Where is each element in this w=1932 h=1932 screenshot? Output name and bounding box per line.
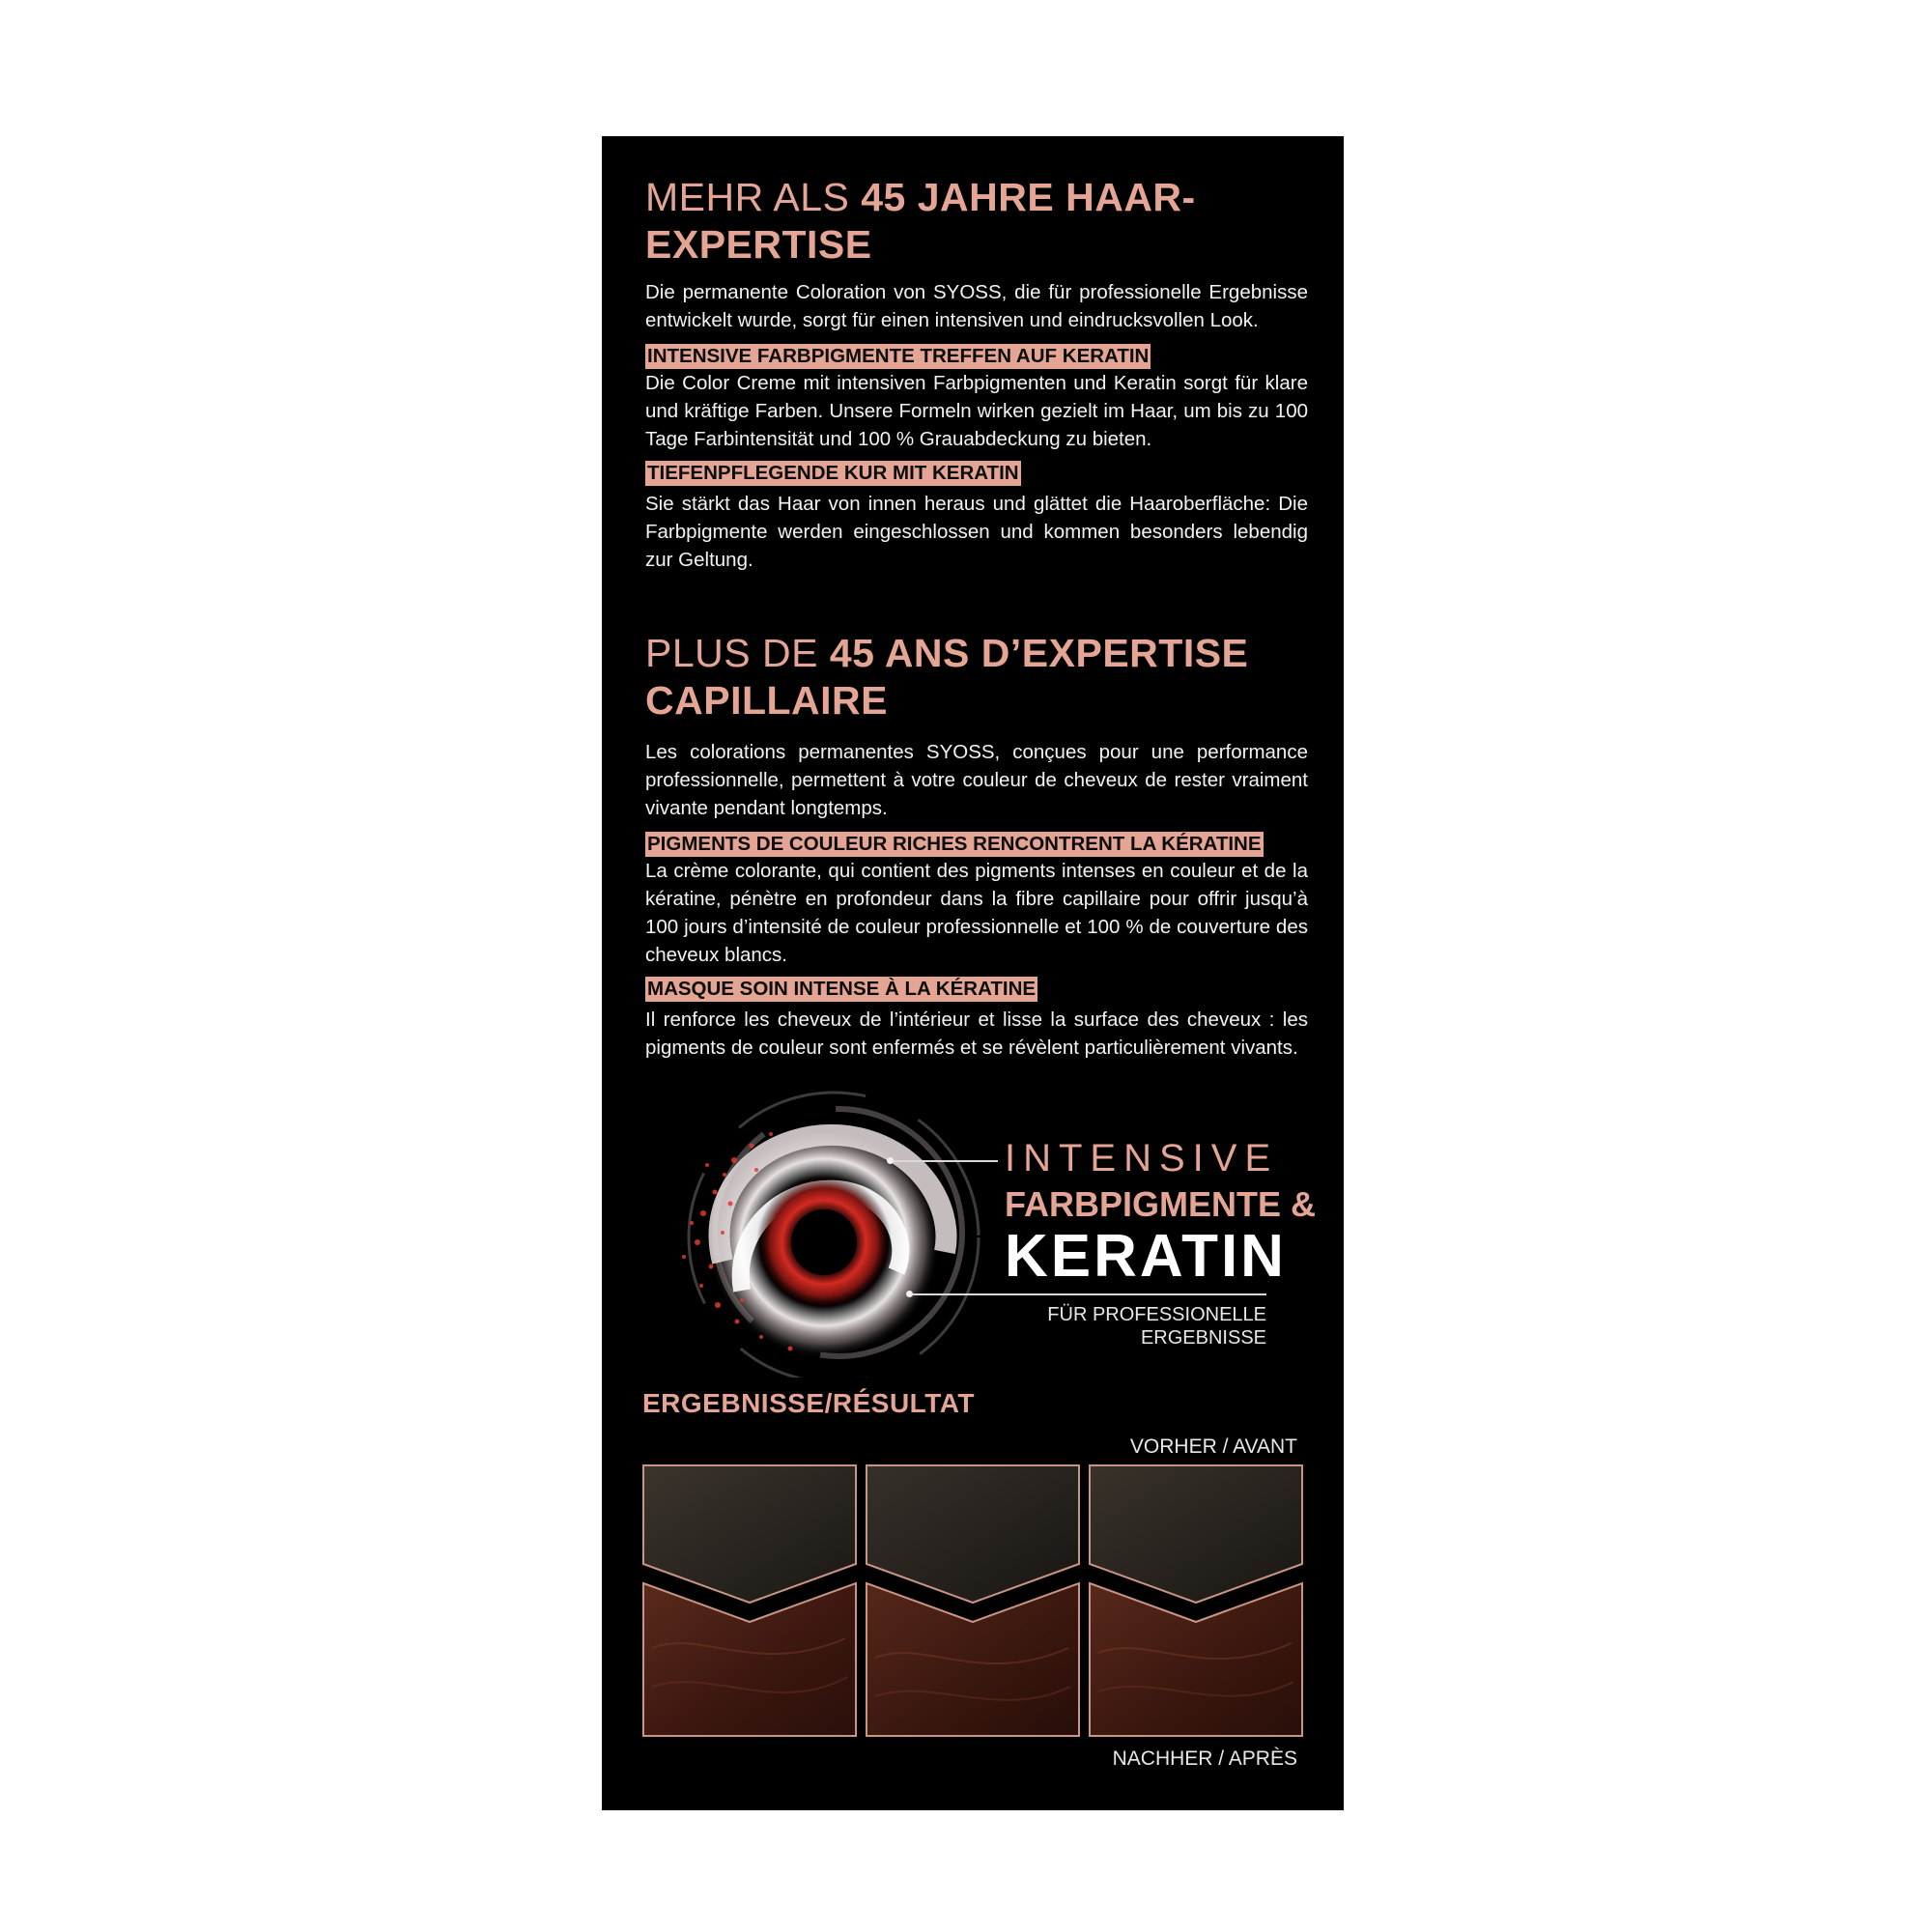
claim-connector-top xyxy=(892,1160,998,1162)
german-subhead-pigments: INTENSIVE FARBPIGMENTE TREFFEN AUF KERATIN xyxy=(647,345,1150,367)
french-intro: Les colorations permanentes SYOSS, conçues pour une performance professionnelle, permettent à votre couleur de cheveux de rester vraiment vivante pendant longtemps. xyxy=(645,741,1308,819)
german-headline-bold: 45 JAHRE HAAR-EXPERTISE xyxy=(645,175,1196,267)
product-back-panel xyxy=(602,136,1344,1810)
german-intro: Die permanente Coloration von SYOSS, die für professionelle Ergebnisse entwickelt wurde, sorgt für einen intensiven und eindrucksvollen Look. xyxy=(645,281,1308,331)
french-text-pigments: La crème colorante, qui contient des pigments intenses en couleur et de la kératine, pénètre en profondeur dans la fibre capillaire pour offrir jusqu’à 100 jours d’intensité de couleur professionnelle et 100 % de couverture des cheveux blancs. xyxy=(645,860,1308,966)
french-subhead-care: MASQUE SOIN INTENSE À LA KÉRATINE xyxy=(647,978,1037,1000)
hair-swatch-3 xyxy=(1089,1464,1303,1737)
german-text-care: Sie stärkt das Haar von innen heraus und glättet die Haaroberfläche: Die Farbpigmente werden eingeschlossen und kommen besonders lebendig zur Geltung. xyxy=(645,493,1308,571)
german-text-pigments: Die Color Creme mit intensiven Farbpigmenten und Keratin sorgt für klare und kräftige Farben. Unsere Formeln wirken gezielt im Haar, um bis zu 100 Tage Farbintensität und 100 % Grauabdeckung zu bieten. xyxy=(645,372,1308,450)
claim-keratin: KERATIN xyxy=(1005,1223,1287,1290)
claim-connector-bottom-dot xyxy=(906,1291,913,1297)
german-headline-light: MEHR ALS xyxy=(645,175,862,219)
results-title: ERGEBNISSE/RÉSULTAT xyxy=(642,1388,975,1418)
german-headline xyxy=(645,174,1308,269)
after-label: NACHHER / APRÈS xyxy=(1112,1747,1297,1770)
french-headline xyxy=(645,630,1308,724)
hair-swatch-1 xyxy=(642,1464,857,1737)
french-headline-light: PLUS DE xyxy=(645,631,830,675)
claim-connector-top-dot xyxy=(887,1157,894,1164)
german-subhead-care: TIEFENPFLEGENDE KUR MIT KERATIN xyxy=(647,462,1019,484)
french-subhead-pigments: PIGMENTS DE COULEUR RICHES RENCONTRENT LA KÉRATINE xyxy=(647,833,1262,855)
hair-swatch-2 xyxy=(866,1464,1080,1737)
french-section xyxy=(645,630,1308,1062)
claim-professional: FÜR PROFESSIONELLE ERGEBNISSE xyxy=(1047,1304,1266,1349)
french-headline-bold: 45 ANS D’EXPERTISE CAPILLAIRE xyxy=(645,631,1249,723)
french-text-care: Il renforce les cheveux de l’intérieur et lisse la surface des cheveux : les pigments de couleur sont enfermés et se révèlent particulièrement vivants. xyxy=(645,1009,1308,1059)
claim-connector-bottom xyxy=(911,1293,1266,1295)
german-section xyxy=(645,174,1308,574)
claim-intensive: INTENSIVE xyxy=(1005,1137,1279,1179)
before-label: VORHER / AVANT xyxy=(1129,1435,1297,1458)
claim-farbpigmente: FARBPIGMENTE & xyxy=(1005,1184,1317,1224)
